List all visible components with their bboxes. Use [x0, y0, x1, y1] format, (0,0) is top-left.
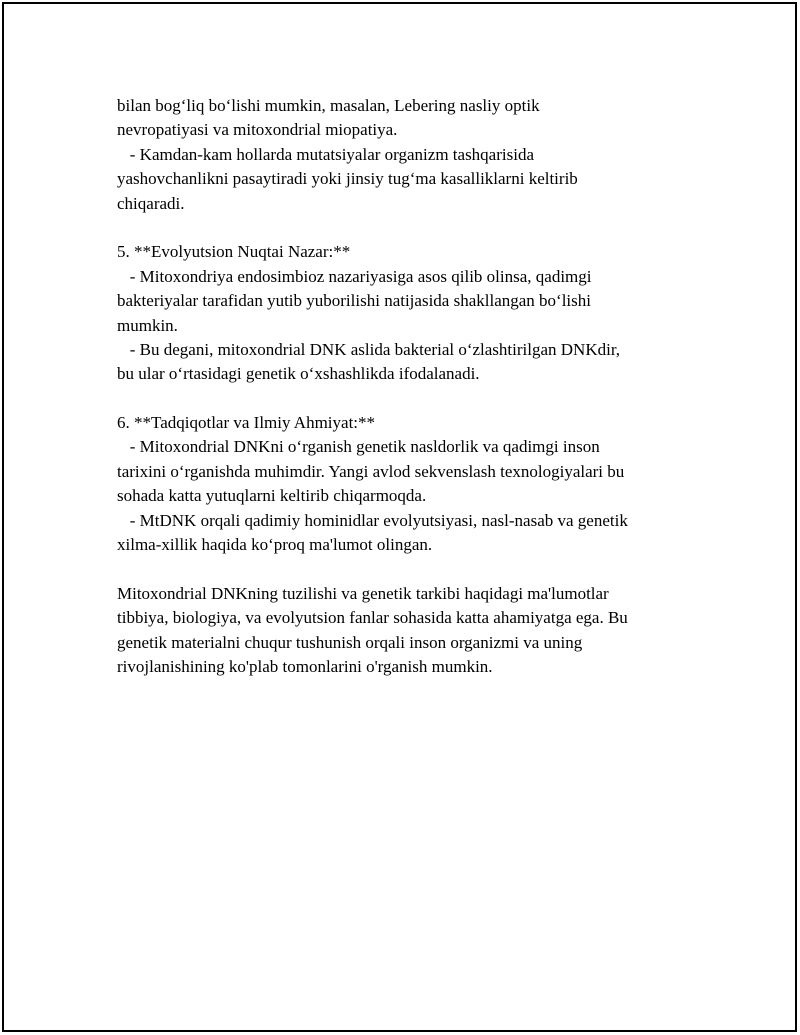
- text-line: xilma-xillik haqida ko‘proq ma'lumot olingan.: [117, 535, 433, 555]
- text-line: nevropatiyasi va mitoxondrial miopatiya.: [117, 120, 398, 140]
- section-6-heading: [117, 411, 687, 435]
- text-line: chiqaradi.: [117, 193, 185, 213]
- text-line: mumkin.: [117, 315, 178, 335]
- text-line: - Kamdan-kam hollarda mutatsiyalar organizm tashqarisida: [117, 144, 534, 164]
- section-6-bullet-2: [117, 509, 687, 558]
- text-line: 5. **Evolyutsion Nuqtai Nazar:**: [117, 242, 351, 262]
- text-line: Mitoxondrial DNKning tuzilishi va genetik tarkibi haqidagi ma'lumotlar: [117, 583, 609, 603]
- text-line: - MtDNK orqali qadimiy hominidlar evolyutsiyasi, nasl-nasab va genetik: [117, 510, 628, 530]
- text-line: bilan bog‘liq bo‘lishi mumkin, masalan, Lebering nasliy optik: [117, 96, 540, 115]
- text-line: - Mitoxondrial DNKni o‘rganish genetik nasldorlik va qadimgi inson: [117, 437, 600, 457]
- section-5-bullet-2: [117, 338, 687, 387]
- section-5-bullet-1: [117, 265, 687, 338]
- text-line: bakteriyalar tarafidan yutib yuborilishi natijasida shakllangan bo‘lishi: [117, 291, 591, 311]
- text-line: sohada katta yutuqlarni keltirib chiqarmoqda.: [117, 486, 427, 506]
- text-line: rivojlanishining ko'plab tomonlarini o'rganish mumkin.: [117, 656, 493, 676]
- text-line: yashovchanlikni pasaytiradi yoki jinsiy tug‘ma kasalliklarni keltirib: [117, 169, 578, 189]
- text-line: - Mitoxondriya endosimbioz nazariyasiga asos qilib olinsa, qadimgi: [117, 266, 592, 286]
- text-line: - Bu degani, mitoxondrial DNK aslida bakterial o‘zlashtirilgan DNKdir,: [117, 339, 621, 359]
- paragraph-spacer: [117, 216, 687, 240]
- paragraph-intro-bullet: [117, 143, 687, 216]
- paragraph-conclusion: [117, 582, 687, 680]
- section-6-bullet-1: [117, 435, 687, 508]
- paragraph-spacer: [117, 557, 687, 581]
- text-line: 6. **Tadqiqotlar va Ilmiy Ahmiyat:**: [117, 413, 376, 433]
- paragraph-intro-tail: [117, 94, 687, 143]
- section-5-heading: [117, 240, 687, 264]
- document-body: [117, 94, 687, 679]
- text-line: tarixini o‘rganishda muhimdir. Yangi avlod sekvenslash texnologiyalari bu: [117, 461, 625, 481]
- paragraph-spacer: [117, 387, 687, 411]
- text-line: genetik materialni chuqur tushunish orqali inson organizmi va uning: [117, 632, 583, 652]
- text-line: tibbiya, biologiya, va evolyutsion fanlar sohasida katta ahamiyatga ega. Bu: [117, 608, 628, 628]
- text-line: bu ular o‘rtasidagi genetik o‘xshashlikda ifodalanadi.: [117, 364, 480, 384]
